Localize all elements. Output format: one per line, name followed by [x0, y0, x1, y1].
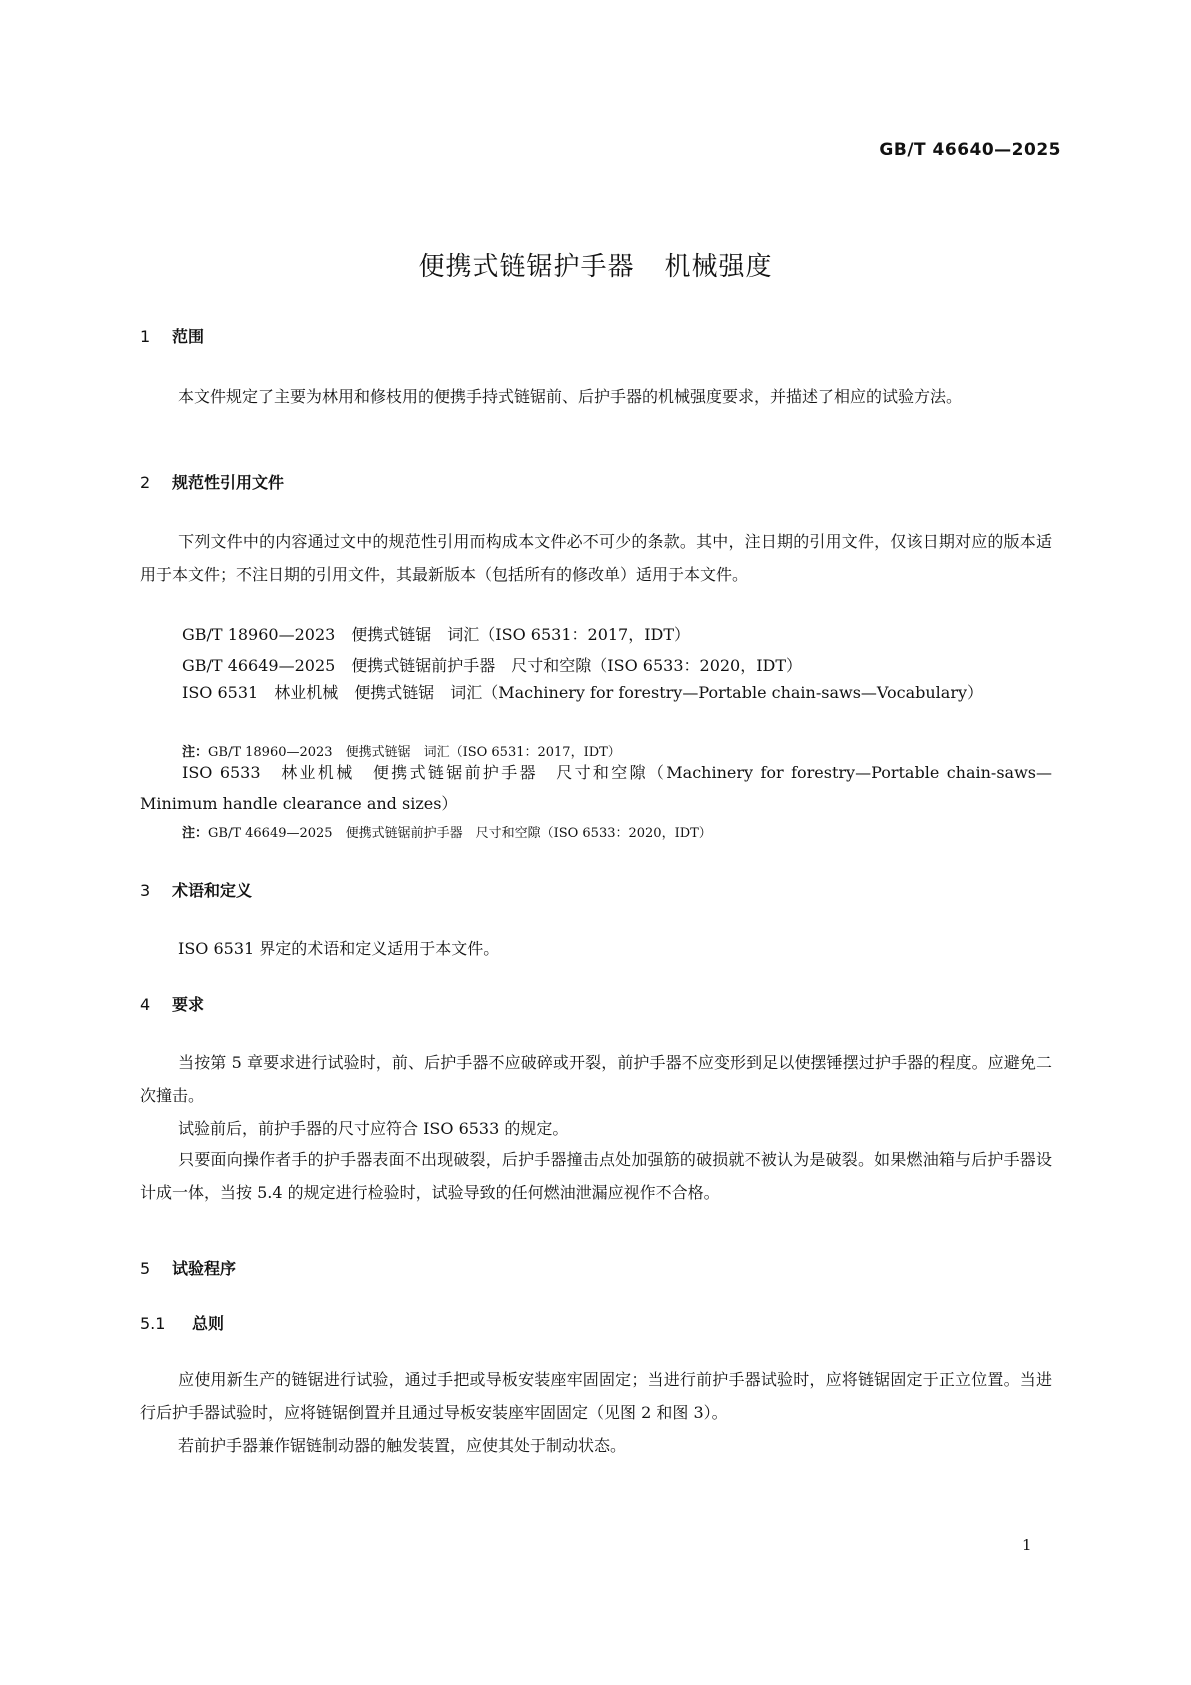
- section-title: 范围: [172, 327, 205, 346]
- page-number: 1: [1022, 1536, 1032, 1554]
- section-title: 规范性引用文件: [172, 473, 285, 492]
- document-title: [0, 246, 1191, 283]
- subsection-number: 5.1: [140, 1314, 166, 1333]
- section-number: 3: [140, 881, 151, 900]
- section-number: 5: [140, 1259, 151, 1278]
- reference-note: 注：GB/T 46649—2025 便携式链锯前护手器 尺寸和空隙（ISO 6533：2020，IDT）: [182, 826, 712, 841]
- reference-item: ISO 6531 林业机械 便携式链锯 词汇（Machinery for forestry—Portable chain-saws—Vocabulary）: [182, 683, 984, 702]
- section-number: 2: [140, 473, 151, 492]
- section-3-heading: [140, 878, 252, 901]
- section-5-heading: [140, 1256, 236, 1279]
- reference-item: GB/T 46649—2025 便携式链锯前护手器 尺寸和空隙（ISO 6533：2020，IDT）: [182, 656, 803, 675]
- subsection-title: 总则: [192, 1314, 225, 1333]
- subsection-5-1-heading: [140, 1311, 224, 1334]
- standard-code: GB/T 46640—2025: [879, 140, 1061, 160]
- section-1-paragraph: 本文件规定了主要为林用和修枝用的便携手持式链锯前、后护手器的机械强度要求，并描述了相应的试验方法。: [178, 387, 963, 406]
- subsection-5-1-paragraph: 若前护手器兼作锯链制动器的触发装置，应使其处于制动状态。: [178, 1436, 627, 1455]
- reference-item: ISO 6533 林业机械 便携式链锯前护手器 尺寸和空隙（Machinery for forestry—Portable chain-saws—Minimum handle clearance and sizes）: [140, 763, 1052, 813]
- section-4-heading: [140, 992, 204, 1015]
- section-number: 4: [140, 995, 151, 1014]
- section-title: 试验程序: [172, 1259, 237, 1278]
- section-title: 术语和定义: [172, 881, 253, 900]
- section-1-heading: [140, 324, 204, 347]
- title-part2: 机械强度: [664, 252, 773, 282]
- section-number: 1: [140, 327, 151, 346]
- section-4-paragraph: 试验前后，前护手器的尺寸应符合 ISO 6533 的规定。: [178, 1119, 569, 1138]
- section-2-heading: [140, 470, 284, 493]
- reference-note: 注：GB/T 18960—2023 便携式链锯 词汇（ISO 6531：2017，IDT）: [182, 745, 621, 760]
- section-4-paragraph: 只要面向操作者手的护手器表面不出现破裂，后护手器撞击点处加强筋的破损就不被认为是破裂。如果燃油箱与后护手器设计成一体，当按 5.4 的规定进行检验时，试验导致的任何燃油泄漏应视作不合格。: [140, 1150, 1052, 1202]
- section-4-paragraph: 当按第 5 章要求进行试验时，前、后护手器不应破碎或开裂，前护手器不应变形到足以使摆锤摆过护手器的程度。应避免二次撞击。: [140, 1053, 1052, 1105]
- section-3-paragraph: ISO 6531 界定的术语和定义适用于本文件。: [178, 939, 500, 958]
- section-title: 要求: [172, 995, 205, 1014]
- section-2-paragraph: 下列文件中的内容通过文中的规范性引用而构成本文件必不可少的条款。其中，注日期的引用文件，仅该日期对应的版本适用于本文件；不注日期的引用文件，其最新版本（包括所有的修改单）适用于本文件。: [140, 532, 1052, 584]
- reference-item: GB/T 18960—2023 便携式链锯 词汇（ISO 6531：2017，IDT）: [182, 625, 691, 644]
- title-part1: 便携式链锯护手器: [418, 252, 635, 282]
- subsection-5-1-paragraph: 应使用新生产的链锯进行试验，通过手把或导板安装座牢固固定；当进行前护手器试验时，应将链锯固定于正立位置。当进行后护手器试验时，应将链锯倒置并且通过导板安装座牢固固定（见图 2 和图 3）。: [140, 1370, 1052, 1422]
